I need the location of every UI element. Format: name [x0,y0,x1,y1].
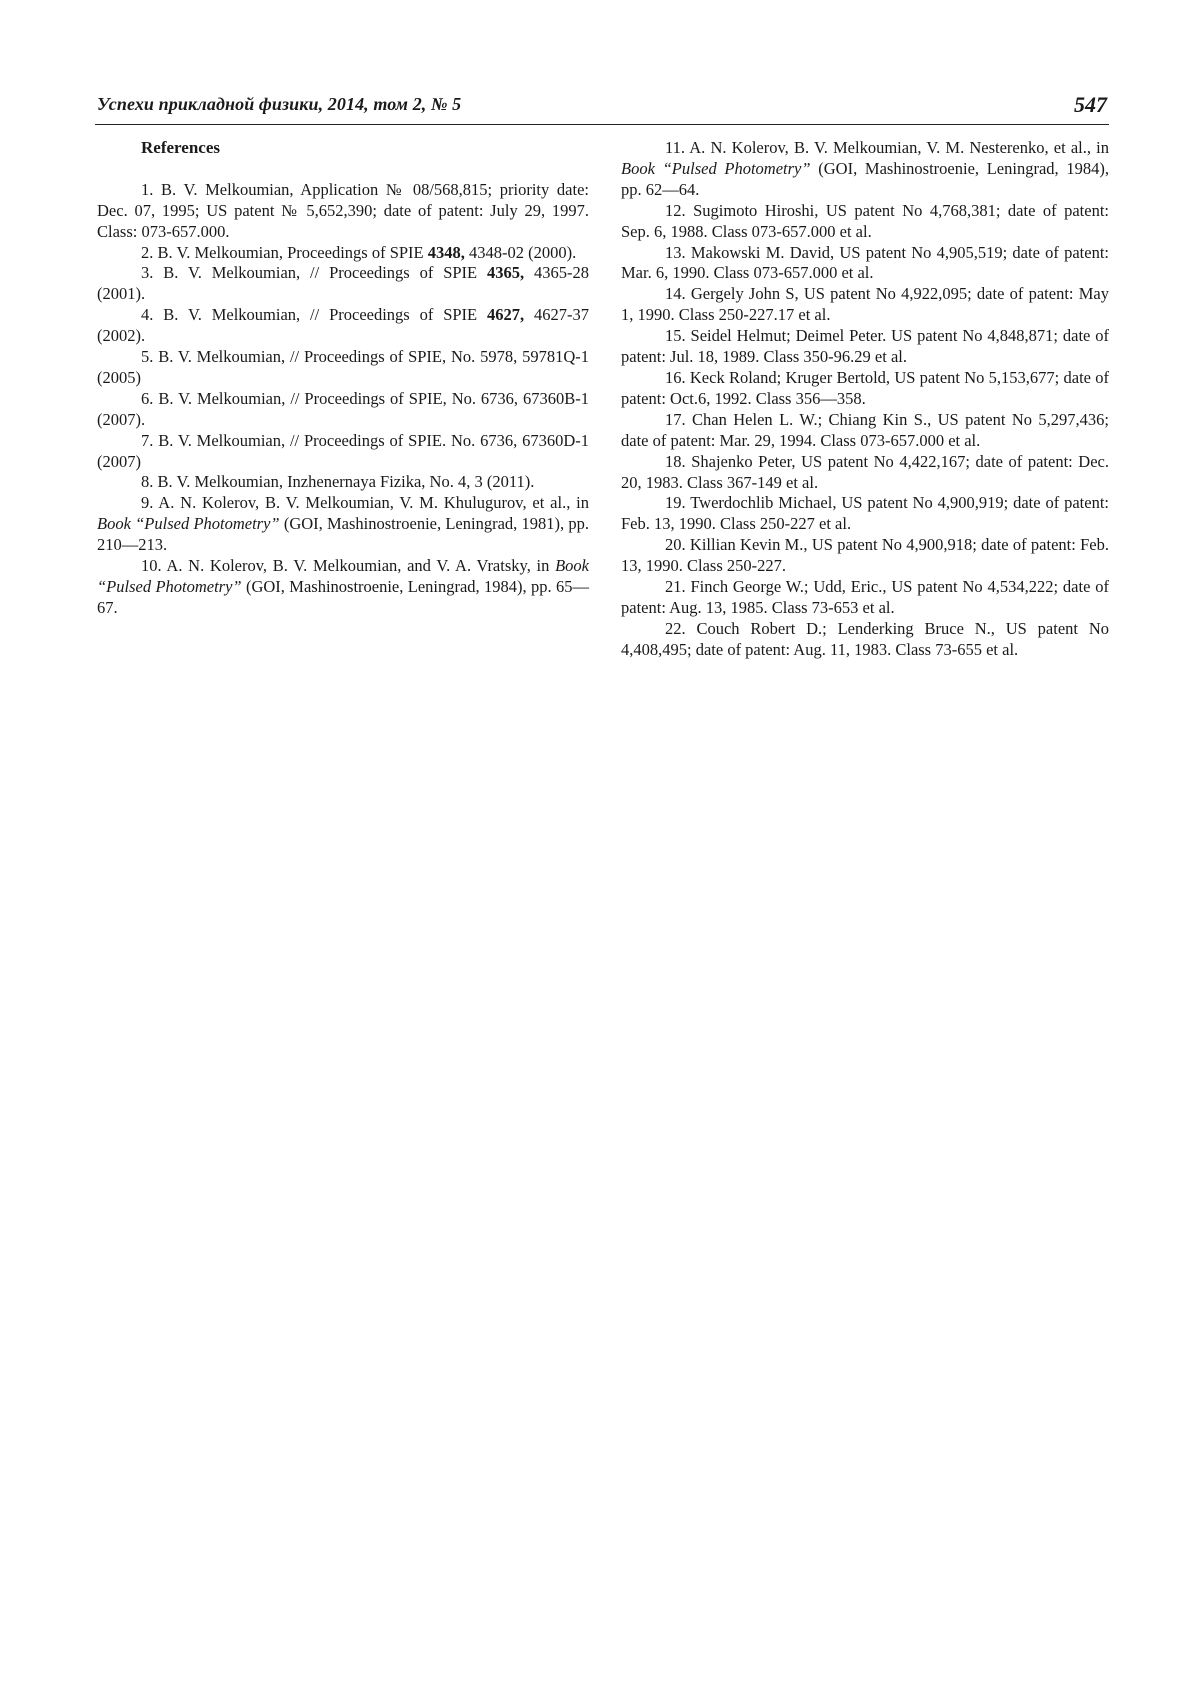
reference-pre-text: 7. B. V. Melkoumian, // Proceedings of SPIE. No. 6736, 67360D-1 (2007) [97,430,589,471]
reference-item [621,535,1109,577]
reference-pre-text: 8. B. V. Melkoumian, Inzhenernaya Fizika, No. 4, 3 (2011). [141,472,535,492]
reference-post-text: 4365-28 (2001). [97,263,589,304]
reference-post-text: (GOI, Mashinostroenie, Leningrad, 1981), pp. 210—213. [97,514,589,555]
reference-item [621,577,1109,619]
references-list-right [621,138,1109,661]
reference-pre-text: 1. B. V. Melkoumian, Application № 08/568,815; priority date: Dec. 07, 1995; US patent № 5,652,390; date of patent: July 29, 1997. Class: 073-657.000. [97,179,589,241]
reference-bold-text: 4348, [427,242,465,262]
reference-pre-text: 5. B. V. Melkoumian, // Proceedings of SPIE, No. 5978, 59781Q-1 (2005) [97,347,589,387]
reference-pre-text: 21. Finch George W.; Udd, Eric., US patent No 4,534,222; date of patent: Aug. 13, 1985. Class 73-653 et al. [621,577,1109,617]
reference-pre-text: 2. B. V. Melkoumian, Proceedings of SPIE [141,242,428,262]
reference-pre-text: 3. B. V. Melkoumian, // Proceedings of SPIE [141,263,487,283]
references-heading: References [141,138,220,157]
reference-item [621,619,1109,661]
reference-pre-text: 22. Couch Robert D.; Lenderking Bruce N., US patent No 4,408,495; date of patent: Aug. 11, 1983. Class 73-655 et al. [621,618,1109,659]
reference-item [97,431,589,473]
reference-item [621,368,1109,410]
reference-bold-text: 4627, [487,305,525,325]
journal-title: Успехи прикладной физики, 2014, том 2, № 5 [97,94,462,114]
reference-pre-text: 19. Twerdochlib Michael, US patent No 4,900,919; date of patent: Feb. 13, 1990. Class 250-227 et al. [621,493,1109,534]
reference-post-text: 4627-37 (2002). [97,305,589,346]
reference-item [621,201,1109,243]
reference-bold-text: 4365, [487,263,525,283]
reference-pre-text: 17. Chan Helen L. W.; Chiang Kin S., US patent No 5,297,436; date of patent: Mar. 29, 1994. Class 073-657.000 et al. [621,409,1109,450]
reference-item [97,305,589,347]
references-list-left [97,180,589,619]
reference-item [97,180,589,243]
reference-item [97,243,589,264]
reference-pre-text: 15. Seidel Helmut; Deimel Peter. US patent No 4,848,871; date of patent: Jul. 18, 1989. Class 350-96.29 et al. [621,326,1109,367]
reference-item [97,556,589,619]
reference-pre-text: 9. A. N. Kolerov, B. V. Melkoumian, V. M. Khulugurov, et al., in [141,493,589,513]
reference-item [621,493,1109,535]
page-header [97,92,1107,124]
reference-item [621,284,1109,326]
reference-pre-text: 12. Sugimoto Hiroshi, US patent No 4,768,381; date of patent: Sep. 6, 1988. Class 073-657.000 et al. [621,200,1109,241]
reference-item [621,138,1109,201]
references-column-left [97,138,589,619]
reference-item [621,410,1109,452]
reference-item [97,347,589,389]
reference-item [621,326,1109,368]
reference-pre-text: 14. Gergely John S, US patent No 4,922,095; date of patent: May 1, 1990. Class 250-227.17 et al. [621,284,1109,325]
reference-pre-text: 11. A. N. Kolerov, B. V. Melkoumian, V. M. Nesterenko, et al., in [665,138,1109,157]
reference-item [621,452,1109,494]
reference-item [97,263,589,305]
reference-pre-text: 4. B. V. Melkoumian, // Proceedings of SPIE [141,305,487,325]
reference-post-text: (GOI, Mashinostroenie, Leningrad, 1984), pp. 62—64. [621,158,1109,199]
reference-post-text: 4348-02 (2000). [464,242,577,262]
heading-spacer [97,159,589,180]
reference-ital-text: Book “Pulsed Photometry” [97,556,589,597]
reference-pre-text: 16. Keck Roland; Kruger Bertold, US patent No 5,153,677; date of patent: Oct.6, 1992. Class 356—358. [621,367,1109,408]
reference-pre-text: 6. B. V. Melkoumian, // Proceedings of SPIE, No. 6736, 67360B-1 (2007). [97,388,589,429]
reference-pre-text: 10. A. N. Kolerov, B. V. Melkoumian, and V. A. Vratsky, in [141,556,556,576]
reference-item [621,243,1109,285]
reference-item [97,472,589,493]
reference-pre-text: 20. Killian Kevin M., US patent No 4,900,918; date of patent: Feb. 13, 1990. Class 250-227. [621,535,1109,576]
reference-pre-text: 18. Shajenko Peter, US patent No 4,422,167; date of patent: Dec. 20, 1983. Class 367-149 et al. [621,451,1109,492]
header-rule [95,124,1109,125]
reference-ital-text: Book “Pulsed Photometry” [97,514,280,534]
reference-pre-text: 13. Makowski M. David, US patent No 4,905,519; date of patent: Mar. 6, 1990. Class 073-657.000 et al. [621,242,1109,283]
reference-item [97,389,589,431]
page-number: 547 [1074,92,1107,117]
references-column-right [621,138,1109,661]
reference-ital-text: Book “Pulsed Photometry” [621,158,811,178]
reference-post-text: (GOI, Mashinostroenie, Leningrad, 1984), pp. 65—67. [97,577,589,617]
reference-item [97,493,589,556]
